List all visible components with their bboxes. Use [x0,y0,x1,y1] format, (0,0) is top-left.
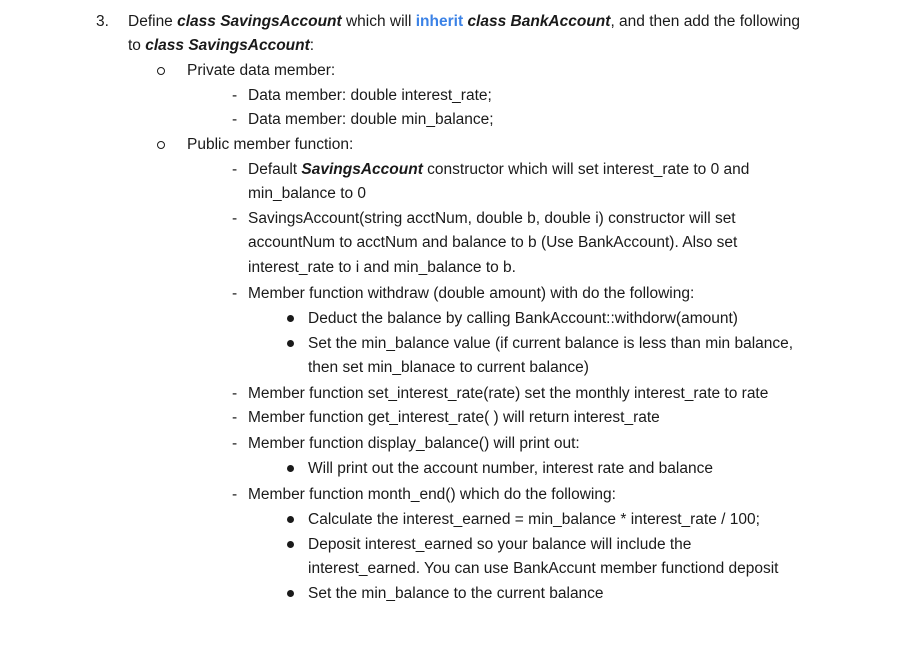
default-ctor-text-1: Default [248,161,302,178]
intro-text-1: Define [128,13,178,30]
question-intro-line1 [128,12,800,32]
dash-icon: - [232,409,238,426]
dash-icon: - [232,435,238,452]
param-ctor-line2: accountNum to acctNum and balance to b (Use BankAccount). Also set [248,234,738,251]
default-ctor-line1 [248,160,749,180]
line2-class-savings: class SavingsAccount [145,37,310,54]
bullet-dot-icon [287,541,294,548]
intro-class-bank: class BankAccount [467,13,611,30]
question-intro-line2 [128,36,314,56]
dash-icon: - [232,210,238,227]
private-section-label: Private data member: [187,62,336,79]
intro-text-4: , and then add the following [610,13,801,30]
dash-icon: - [232,385,238,402]
param-ctor-line1: SavingsAccount(string acctNum, double b, double i) constructor will set [248,210,736,227]
bullet-dot-icon [287,465,294,472]
bullet-dot-icon [287,590,294,597]
question-number: 3. [96,13,109,30]
month-end-bullet-3: Set the min_balance to the current balance [308,585,604,602]
public-circle-bullet-icon [157,141,165,149]
intro-text-2: which will [341,13,416,30]
withdraw-bullet-2-line1: Set the min_balance value (if current balance is less than min balance, [308,335,794,352]
param-ctor-line3: interest_rate to i and min_balance to b. [248,259,516,276]
month-end-bullet-2-line1: Deposit interest_earned so your balance will include the [308,536,692,553]
intro-class-savings: class SavingsAccount [177,13,342,30]
dash-icon: - [232,111,238,128]
month-end-bullet-1: Calculate the interest_earned = min_balance * interest_rate / 100; [308,511,760,528]
dash-icon: - [232,285,238,302]
inherit-link[interactable]: inherit [415,13,464,30]
bullet-dot-icon [287,340,294,347]
public-section-label: Public member function: [187,136,354,153]
withdraw-bullet-1: Deduct the balance by calling BankAccount::withdorw(amount) [308,310,738,327]
display-bullet-1: Will print out the account number, interest rate and balance [308,460,713,477]
dash-icon: - [232,87,238,104]
private-item-interest-rate: Data member: double interest_rate; [248,87,492,104]
month-end-bullet-2-line2: interest_earned. You can use BankAccunt member functiond deposit [308,560,779,577]
month-end-label: Member function month_end() which do the following: [248,486,616,503]
private-circle-bullet-icon [157,67,165,75]
dash-icon: - [232,486,238,503]
bullet-dot-icon [287,516,294,523]
withdraw-label: Member function withdraw (double amount) with do the following: [248,285,695,302]
default-ctor-class: SavingsAccount [301,161,423,178]
display-balance-label: Member function display_balance() will print out: [248,435,580,452]
private-item-min-balance: Data member: double min_balance; [248,111,494,128]
default-ctor-text-2: constructor which will set interest_rate to 0 and [422,161,750,178]
line2-text-1: to [128,37,146,54]
line2-text-2: : [309,37,315,54]
withdraw-bullet-2-line2: then set min_blanace to current balance) [308,359,589,376]
get-interest-rate-item: Member function get_interest_rate( ) will return interest_rate [248,409,660,426]
dash-icon: - [232,161,238,178]
default-ctor-line2: min_balance to 0 [248,185,367,202]
bullet-dot-icon [287,315,294,322]
set-interest-rate-item: Member function set_interest_rate(rate) set the monthly interest_rate to rate [248,385,769,402]
